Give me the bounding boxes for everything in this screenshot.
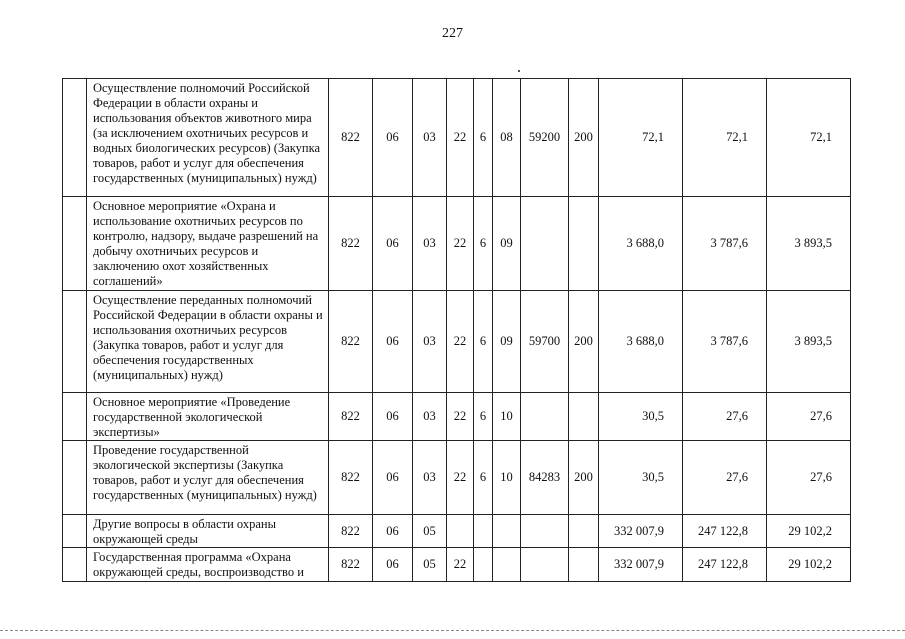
expense-type-cell xyxy=(569,548,599,582)
rz-cell: 06 xyxy=(373,197,413,291)
row-blank-cell xyxy=(63,515,87,548)
pr-cell: 03 xyxy=(413,393,447,441)
subprogram-code-cell: 6 xyxy=(474,291,493,393)
rz-cell: 06 xyxy=(373,515,413,548)
row-blank-cell xyxy=(63,548,87,582)
pr-cell: 05 xyxy=(413,548,447,582)
expense-type-cell: 200 xyxy=(569,441,599,515)
rz-cell: 06 xyxy=(373,548,413,582)
direction-code-cell xyxy=(521,548,569,582)
table-row xyxy=(63,79,851,197)
amount-year2-cell: 72,1 xyxy=(683,79,767,197)
program-code-cell: 22 xyxy=(447,548,474,582)
table-body xyxy=(63,79,851,582)
row-blank-cell xyxy=(63,79,87,197)
amount-year2-cell: 3 787,6 xyxy=(683,197,767,291)
program-code-cell: 22 xyxy=(447,79,474,197)
expense-type-cell: 200 xyxy=(569,79,599,197)
amount-year2-cell: 27,6 xyxy=(683,393,767,441)
amount-year1-cell: 30,5 xyxy=(599,441,683,515)
amount-year1-cell: 332 007,9 xyxy=(599,515,683,548)
direction-code-cell xyxy=(521,393,569,441)
ved-cell: 822 xyxy=(329,548,373,582)
amount-year2-cell: 247 122,8 xyxy=(683,515,767,548)
direction-code-cell: 59700 xyxy=(521,291,569,393)
event-code-cell: 08 xyxy=(493,79,521,197)
amount-year3-cell: 72,1 xyxy=(767,79,851,197)
rz-cell: 06 xyxy=(373,393,413,441)
program-code-cell xyxy=(447,515,474,548)
pr-cell: 03 xyxy=(413,197,447,291)
direction-code-cell xyxy=(521,515,569,548)
pr-cell: 05 xyxy=(413,515,447,548)
row-blank-cell xyxy=(63,291,87,393)
ved-cell: 822 xyxy=(329,79,373,197)
table-row xyxy=(63,197,851,291)
event-code-cell xyxy=(493,515,521,548)
description-cell: Основное мероприятие «Охрана и использование охотничьих ресурсов по контролю, надзору, выдаче разрешений на добычу охотничьих ресурсов и заключению охот хозяйственных соглашений» xyxy=(87,197,329,291)
ved-cell: 822 xyxy=(329,197,373,291)
rz-cell: 06 xyxy=(373,441,413,515)
description-cell: Другие вопросы в области охраны окружающей среды xyxy=(87,515,329,548)
amount-year1-cell: 72,1 xyxy=(599,79,683,197)
direction-code-cell xyxy=(521,197,569,291)
table-row xyxy=(63,441,851,515)
expense-type-cell: 200 xyxy=(569,291,599,393)
ved-cell: 822 xyxy=(329,441,373,515)
event-code-cell: 09 xyxy=(493,197,521,291)
scan-speck xyxy=(518,70,520,72)
rz-cell: 06 xyxy=(373,291,413,393)
page-bottom-edge xyxy=(0,630,905,631)
table-row xyxy=(63,291,851,393)
subprogram-code-cell xyxy=(474,515,493,548)
description-cell: Осуществление переданных полномочий Российской Федерации в области охраны и использования охотничьих ресурсов (Закупка товаров, работ и услуг для обеспечения государственных (муниципальных) нужд) xyxy=(87,291,329,393)
row-blank-cell xyxy=(63,441,87,515)
ved-cell: 822 xyxy=(329,291,373,393)
amount-year1-cell: 30,5 xyxy=(599,393,683,441)
program-code-cell: 22 xyxy=(447,441,474,515)
description-cell: Проведение государственной экологической экспертизы (Закупка товаров, работ и услуг для обеспечения государственных (муниципальных) нужд) xyxy=(87,441,329,515)
table-row xyxy=(63,515,851,548)
expense-type-cell xyxy=(569,393,599,441)
amount-year3-cell: 29 102,2 xyxy=(767,515,851,548)
subprogram-code-cell: 6 xyxy=(474,197,493,291)
pr-cell: 03 xyxy=(413,441,447,515)
ved-cell: 822 xyxy=(329,393,373,441)
table-row xyxy=(63,548,851,582)
amount-year3-cell: 3 893,5 xyxy=(767,291,851,393)
rz-cell: 06 xyxy=(373,79,413,197)
amount-year2-cell: 247 122,8 xyxy=(683,548,767,582)
amount-year1-cell: 332 007,9 xyxy=(599,548,683,582)
row-blank-cell xyxy=(63,393,87,441)
row-blank-cell xyxy=(63,197,87,291)
direction-code-cell: 59200 xyxy=(521,79,569,197)
program-code-cell: 22 xyxy=(447,197,474,291)
pr-cell: 03 xyxy=(413,79,447,197)
page-number: 227 xyxy=(442,26,463,41)
subprogram-code-cell xyxy=(474,548,493,582)
amount-year3-cell: 29 102,2 xyxy=(767,548,851,582)
description-cell: Осуществление полномочий Российской Федерации в области охраны и использования объектов животного мира (за исключением охотничьих ресурсов и водных биологических ресурсов) (Закупка товаров, работ и услуг для обеспечения государственных (муниципальных) нужд) xyxy=(87,79,329,197)
description-cell: Основное мероприятие «Проведение государственной экологической экспертизы» xyxy=(87,393,329,441)
program-code-cell: 22 xyxy=(447,393,474,441)
program-code-cell: 22 xyxy=(447,291,474,393)
pr-cell: 03 xyxy=(413,291,447,393)
amount-year2-cell: 27,6 xyxy=(683,441,767,515)
event-code-cell: 10 xyxy=(493,393,521,441)
amount-year1-cell: 3 688,0 xyxy=(599,291,683,393)
event-code-cell: 10 xyxy=(493,441,521,515)
amount-year2-cell: 3 787,6 xyxy=(683,291,767,393)
description-cell: Государственная программа «Охрана окружающей среды, воспроизводство и xyxy=(87,548,329,582)
amount-year3-cell: 3 893,5 xyxy=(767,197,851,291)
subprogram-code-cell: 6 xyxy=(474,441,493,515)
event-code-cell xyxy=(493,548,521,582)
table-row xyxy=(63,393,851,441)
amount-year1-cell: 3 688,0 xyxy=(599,197,683,291)
amount-year3-cell: 27,6 xyxy=(767,441,851,515)
direction-code-cell: 84283 xyxy=(521,441,569,515)
subprogram-code-cell: 6 xyxy=(474,393,493,441)
ved-cell: 822 xyxy=(329,515,373,548)
event-code-cell: 09 xyxy=(493,291,521,393)
amount-year3-cell: 27,6 xyxy=(767,393,851,441)
expense-type-cell xyxy=(569,515,599,548)
expense-type-cell xyxy=(569,197,599,291)
subprogram-code-cell: 6 xyxy=(474,79,493,197)
budget-table xyxy=(62,78,851,582)
